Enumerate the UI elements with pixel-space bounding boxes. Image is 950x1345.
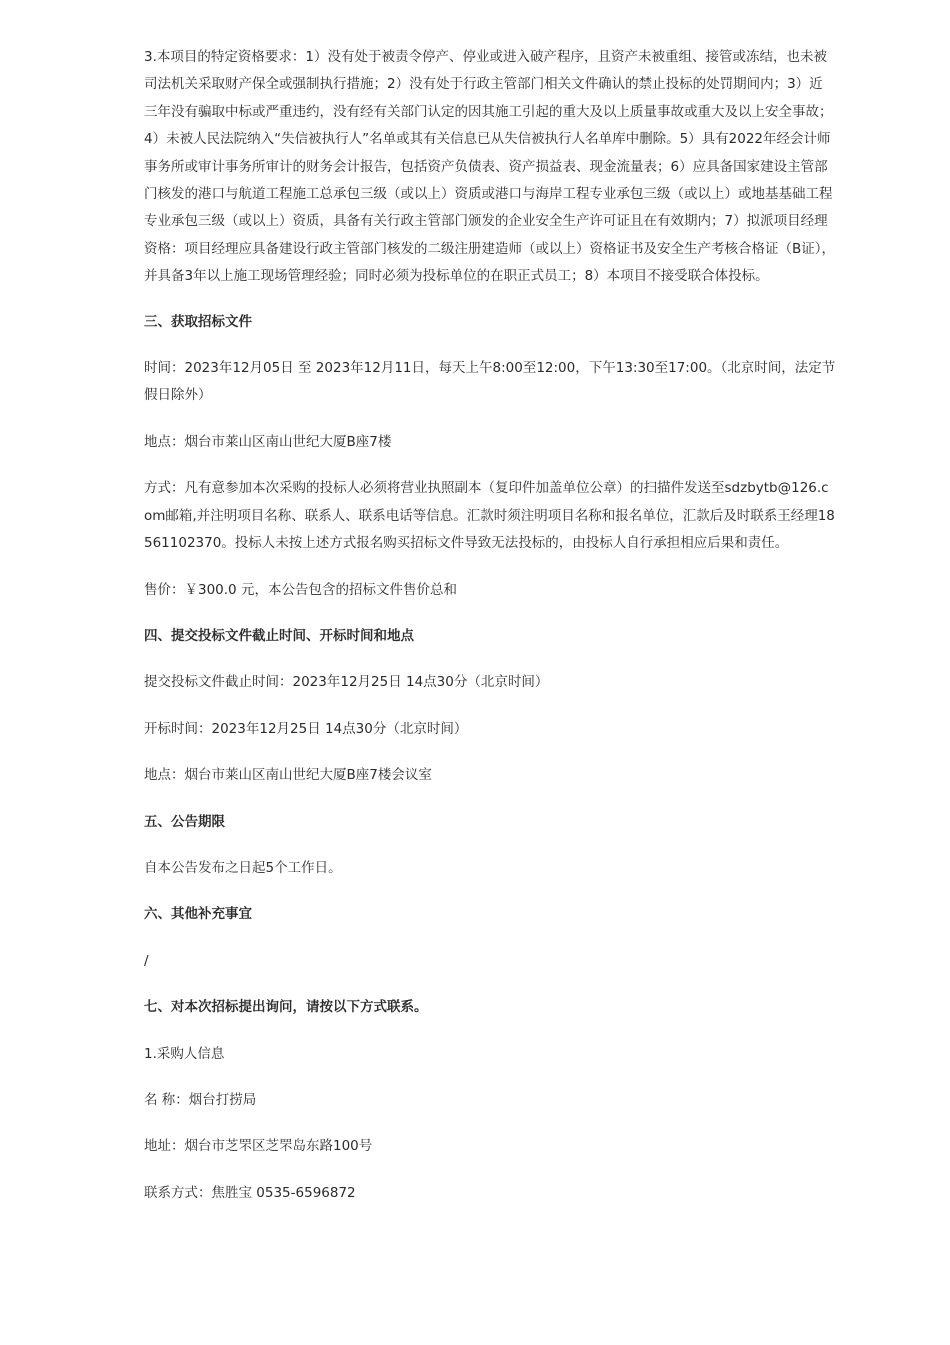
qualification-requirements: 3.本项目的特定资格要求：1）没有处于被责令停产、停业或进入破产程序，且资产未被重组、接管或冻结，也未被司法机关采取财产保全或强制执行措施；2）没有处于行政主管部门相关文件确认的禁止投标的处罚期间内；3）近三年没有骗取中标或严重违约，没有经有关部门认定的因其施工引起的重大及以上质量事故或重大及以上安全事故；4）未被人民法院纳入“失信被执行人”名单或其有关信息已从失信被执行人名单库中删除。5）具有2022年经会计师事务所或审计事务所审计的财务会计报告，包括资产负债表、资产损益表、现金流量表；6）应具备国家建设主管部门核发的港口与航道工程施工总承包三级（或以上）资质或港口与海岸工程专业承包三级（或以上）或地基基础工程专业承包三级（或以上）资质，具备有关行政主管部门颁发的企业安全生产许可证且在有效期内；7）拟派项目经理资格：项目经理应具备建设行政主管部门核发的二级注册建造师（或以上）资格证书及安全生产考核合格证（B证），并具备3年以上施工现场管理经验；同时必须为投标单位的在职正式员工；8）本项目不接受联合体投标。 — [144, 49, 836, 285]
section-heading-supplementary: 六、其他补充事宜 — [144, 906, 252, 923]
obtain-method: 方式：凡有意参加本次采购的投标人必须将营业执照副本（复印件加盖单位公章）的扫描件发送至sdzbytb@126.com邮箱,并注明项目名称、联系人、联系电话等信息。汇款时须注明项目名称和报名单位，汇款后及时联系王经理18561102370。投标人未按上述方式报名购买招标文件导致无法投标的，由投标人自行承担相应后果和责任。 — [144, 480, 835, 552]
section-heading-obtain-documents: 三、获取招标文件 — [144, 313, 252, 330]
purchaser-contact: 联系方式：焦胜宝 0535-6596872 — [144, 1184, 356, 1201]
supplementary-text: / — [144, 952, 149, 969]
obtain-place: 地点：烟台市莱山区南山世纪大厦B座7楼 — [144, 433, 392, 450]
submission-deadline: 提交投标文件截止时间：2023年12月25日 14点30分（北京时间） — [144, 674, 549, 691]
document-price: 售价：￥300.0 元，本公告包含的招标文件售价总和 — [144, 581, 457, 598]
purchaser-info-heading: 1.采购人信息 — [144, 1045, 225, 1062]
purchaser-address: 地址：烟台市芝罘区芝罘岛东路100号 — [144, 1138, 373, 1155]
notice-period: 自本公告发布之日起5个工作日。 — [144, 859, 342, 876]
section-heading-inquiries: 七、对本次招标提出询问，请按以下方式联系。 — [144, 999, 428, 1016]
bid-opening-time: 开标时间：2023年12月25日 14点30分（北京时间） — [144, 720, 468, 737]
announcement-body — [144, 44, 836, 1226]
obtain-time: 时间：2023年12月05日 至 2023年12月11日，每天上午8:00至12:00，下午13:30至17:00。（北京时间，法定节假日除外） — [144, 360, 836, 404]
purchaser-name: 名 称：烟台打捞局 — [144, 1091, 257, 1108]
section-heading-deadline: 四、提交投标文件截止时间、开标时间和地点 — [144, 627, 414, 644]
bid-opening-place: 地点：烟台市莱山区南山世纪大厦B座7楼会议室 — [144, 767, 432, 784]
section-heading-notice-period: 五、公告期限 — [144, 813, 225, 830]
